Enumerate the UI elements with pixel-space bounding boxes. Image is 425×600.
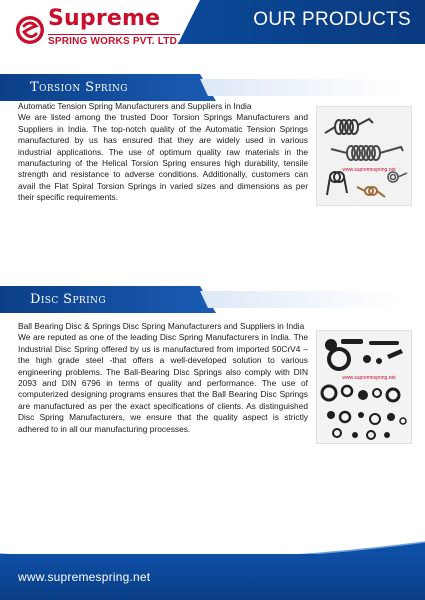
torsion-spring-image <box>316 106 412 206</box>
torsion-body: We are listed among the trusted Door Torsion Springs Manufacturers and Suppliers in India. The top-notch quality of the Automatic Tension Springs manufactured by us has ensured that they are widely used in various industrial applications. The use of optimum quality raw materials in the manufacturing of the Helical Torsion Spring ensures high durability, tensile strength and resistance to adverse conditions. Additionally, customers can avail the Flat Spiral Torsion Springs in varied sizes and dimensions as per their specific requirements. <box>18 112 308 203</box>
torsion-spring-illustration <box>317 107 412 206</box>
brand-name: Supreme <box>48 6 161 31</box>
disc-spring-image <box>316 330 412 444</box>
spring-logo-icon <box>14 14 46 46</box>
disc-intro: Ball Bearing Disc & Springs Disc Spring Manufacturers and Suppliers in India <box>18 321 305 331</box>
heading-fade <box>200 79 410 96</box>
disc-description <box>18 321 308 435</box>
disc-image-watermark: www.supremespring.net <box>342 375 396 381</box>
page-title: OUR PRODUCTS <box>253 9 411 30</box>
company-logo[interactable] <box>14 4 184 56</box>
section-title: Torsion Spring <box>30 80 128 95</box>
disc-body: We are reputed as one of the leading Disc Spring Manufacturers in India. The Industrial Disc Spring offered by us is manufactured from imported 50CrV4 – the high grade steel -that offers a well-developed solution to various engineering problems. The Ball-Bearing Disc Springs also comply with DIN 2093 and DIN 6796 in terms of quality and performance. The use of computerized designing programs ensures that the Ball Bearing Disc Springs are manufactured as per the exact specifications of clients. As distinguished Disc Spring Manufacturers, we ensure that the quality aspect is strictly adhered to in all our manufacturing processes. <box>18 332 308 434</box>
disc-spring-illustration <box>317 331 412 444</box>
heading-fade <box>200 291 410 308</box>
website-link[interactable]: www.supremespring.net <box>18 570 151 584</box>
section-title: Disc Spring <box>30 292 106 307</box>
torsion-intro: Automatic Tension Spring Manufacturers and Suppliers in India <box>18 101 252 111</box>
brand-subtitle: SPRING WORKS PVT. LTD. <box>48 36 180 47</box>
section-heading-torsion <box>0 74 425 101</box>
section-heading-disc <box>0 286 425 313</box>
torsion-image-watermark: www.supremespring.net <box>342 167 396 173</box>
header <box>0 0 425 62</box>
torsion-description <box>18 101 308 204</box>
